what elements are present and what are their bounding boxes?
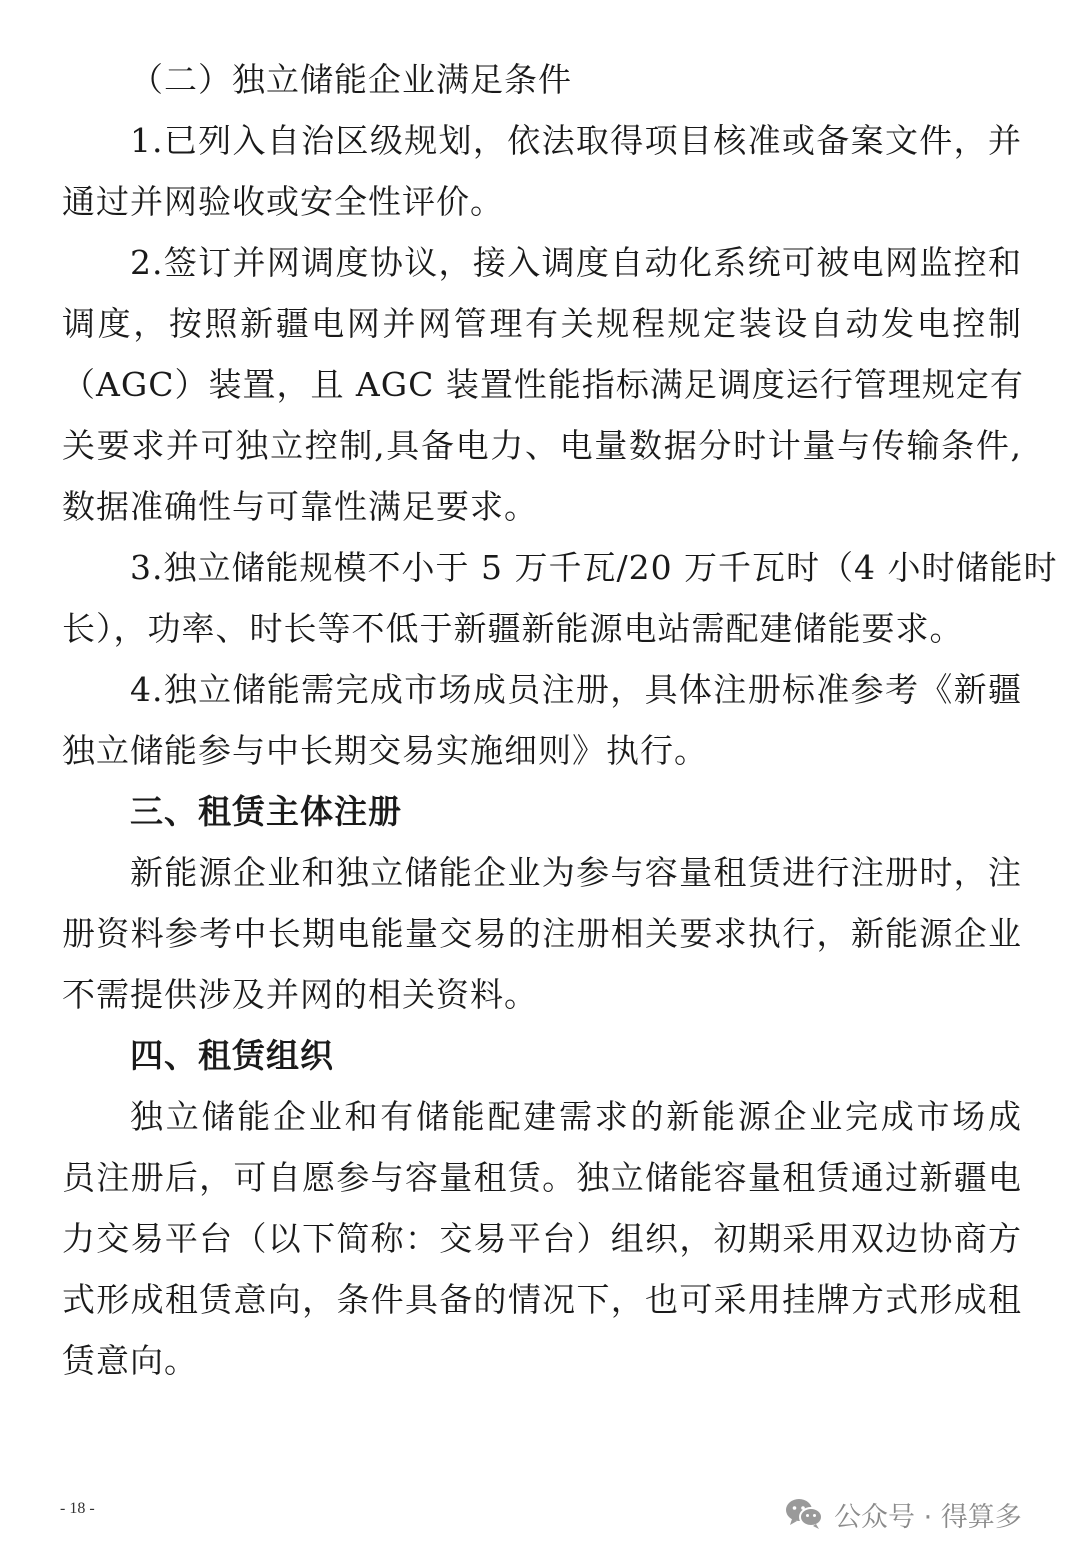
watermark (784, 1492, 1022, 1536)
item-1-line-2: 通过并网验收或安全性评价。 (62, 182, 504, 221)
section-4-body-line-5: 赁意向。 (62, 1341, 198, 1380)
item-2-line-2: 调度，按照新疆电网并网管理有关规程规定装设自动发电控制 (62, 304, 1022, 343)
section-3-body-line-3: 不需提供涉及并网的相关资料。 (62, 975, 538, 1014)
item-4-line-2: 独立储能参与中长期交易实施细则》执行。 (62, 731, 708, 770)
watermark-text: 公众号 · 得算多 (834, 1501, 1022, 1533)
item-2-line-1: 2.签订并网调度协议，接入调度自动化系统可被电网监控和 (130, 243, 1022, 282)
section-4-heading: 四、租赁组织 (130, 1036, 334, 1075)
section-4-body-line-4: 式形成租赁意向，条件具备的情况下，也可采用挂牌方式形成租 (62, 1280, 1022, 1319)
wechat-icon (784, 1496, 824, 1532)
section-3-body-line-2: 册资料参考中长期电能量交易的注册相关要求执行，新能源企业 (62, 914, 1022, 953)
section-3-heading: 三、租赁主体注册 (130, 792, 402, 831)
section-4-body-line-1: 独立储能企业和有储能配建需求的新能源企业完成市场成 (130, 1097, 1022, 1136)
item-4-line-1: 4.独立储能需完成市场成员注册，具体注册标准参考《新疆 (130, 670, 1022, 709)
item-2-line-3: （AGC）装置，且 AGC 装置性能指标满足调度运行管理规定有 (62, 365, 1024, 404)
item-2-line-4: 关要求并可独立控制,具备电力、电量数据分时计量与传输条件, (62, 426, 1022, 465)
section-3-body-line-1: 新能源企业和独立储能企业为参与容量租赁进行注册时，注 (130, 853, 1022, 892)
section-2-2-heading: （二）独立储能企业满足条件 (130, 60, 572, 99)
item-2-line-5: 数据准确性与可靠性满足要求。 (62, 487, 538, 526)
section-4-body-line-2: 员注册后，可自愿参与容量租赁。独立储能容量租赁通过新疆电 (62, 1158, 1022, 1197)
section-4-body-line-3: 力交易平台（以下简称：交易平台）组织，初期采用双边协商方 (62, 1219, 1022, 1258)
item-1-line-1: 1.已列入自治区级规划，依法取得项目核准或备案文件，并 (130, 121, 1022, 160)
item-3-line-1: 3.独立储能规模不小于 5 万千瓦/20 万千瓦时（4 小时储能时 (130, 548, 1058, 587)
page-number: - 18 - (60, 1500, 95, 1517)
item-3-line-2: 长），功率、时长等不低于新疆新能源电站需配建储能要求。 (62, 609, 964, 648)
